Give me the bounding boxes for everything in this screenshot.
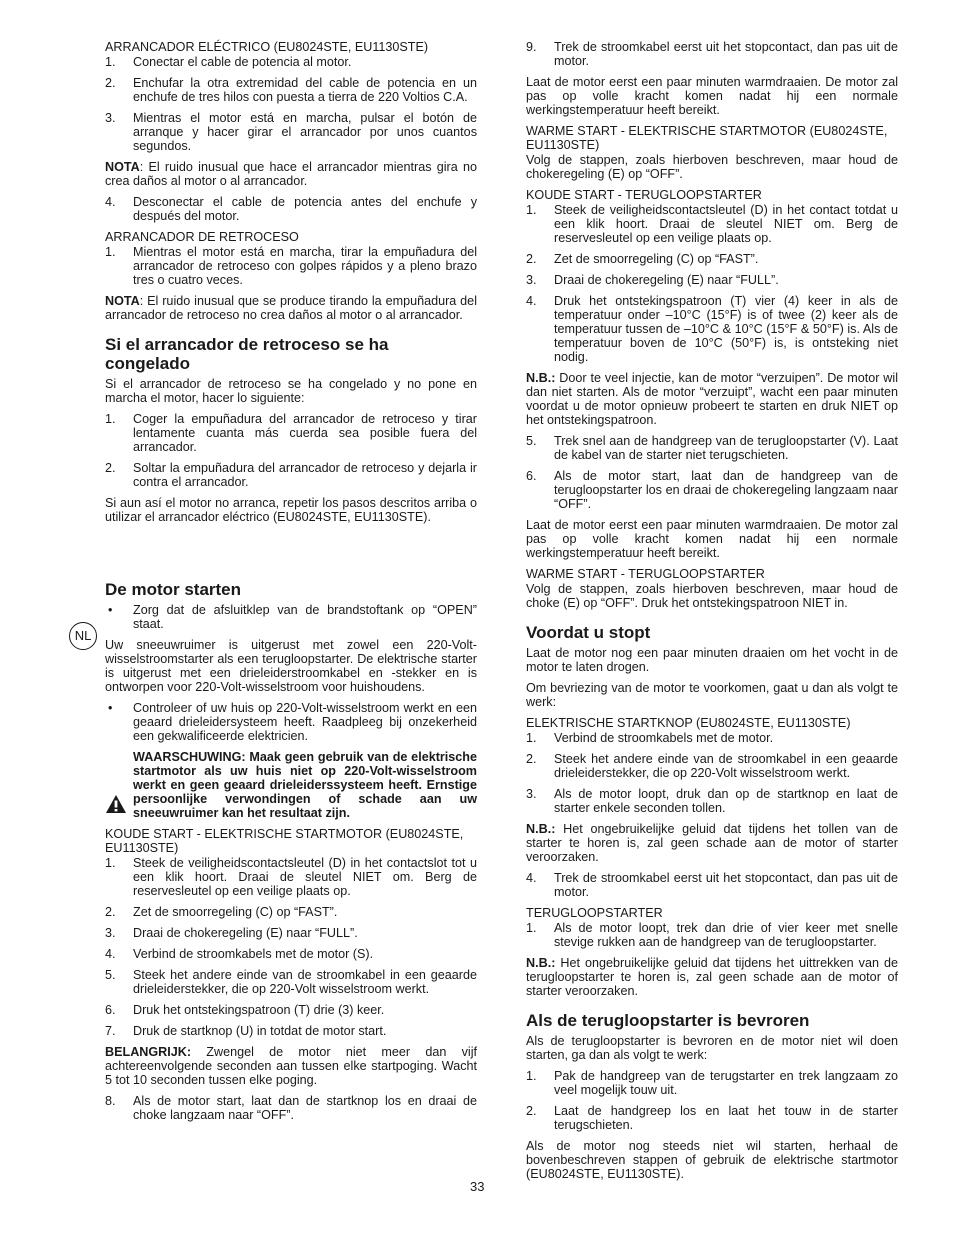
list-item — [105, 905, 477, 919]
list-item — [105, 412, 477, 454]
step-list — [526, 1069, 898, 1132]
step-text: Laat de handgreep los en laat het touw in de starter terugschieten. — [554, 1104, 898, 1132]
step-list — [526, 871, 898, 899]
list-item — [105, 1024, 477, 1038]
note-label: N.B.: — [526, 371, 556, 385]
step-list — [105, 245, 477, 287]
step-number: 4. — [526, 871, 537, 885]
step-list — [105, 412, 477, 489]
step-list — [526, 731, 898, 815]
paragraph: Laat de motor nog een paar minuten draaien om het vocht in de motor te laten drogen. — [526, 646, 898, 674]
step-text: Desconectar el cable de potencia antes del enchufe y después del motor. — [133, 195, 477, 223]
section-heading: KOUDE START - ELEKTRISCHE STARTMOTOR (EU8024STE, EU1130STE) — [105, 827, 464, 855]
note — [105, 160, 477, 188]
step-list — [526, 434, 898, 511]
step-number: 4. — [105, 947, 116, 961]
note — [526, 822, 898, 864]
step-text: Verbind de stroomkabels met de motor. — [554, 731, 774, 745]
step-list — [105, 1094, 477, 1122]
step-text: Steek de veiligheidscontactsleutel (D) in het contactslot tot u een klik hoort. Draai de sleutel NIET om. Berg de reservesleutel op een veilige plaats op. — [133, 856, 477, 898]
bullet-mark: • — [108, 603, 113, 617]
step-text: Druk de startknop (U) in totdat de motor start. — [133, 1024, 387, 1038]
note-text: : El ruido inusual que hace el arrancador mientras gira no crea daños al motor o al arrancador. — [105, 160, 477, 188]
note-text: Het ongebruikelijke geluid dat tijdens het tollen van de starter te horen is, zal geen schade aan de motor of starter veroorzaken. — [526, 822, 898, 864]
list-item — [105, 461, 477, 489]
paragraph: Als de terugloopstarter is bevroren en de motor niet wil doen starten, ga dan als volgt te werk: — [526, 1034, 898, 1062]
bullet-list — [105, 701, 477, 743]
bullet-text: Controleer of uw huis op 220-Volt-wisselstroom werkt en een geaard drieleidersysteem heeft. Raadpleeg bij onzekerheid een gekwalificeerde elektricien. — [133, 701, 477, 743]
paragraph: Laat de motor eerst een paar minuten warmdraaien. De motor zal pas op volle kracht komen nadat hij een normale werkingstemperatuur heeft bereikt. — [526, 75, 898, 117]
list-item — [526, 469, 898, 511]
step-text: Trek de stroomkabel eerst uit het stopcontact, dan pas uit de motor. — [554, 871, 898, 899]
step-text: Mientras el motor está en marcha, pulsar el botón de arranque y hacer girar el arrancador por unos cuantos segundos. — [133, 111, 477, 153]
note-label: NOTA — [105, 160, 140, 174]
list-item — [105, 195, 477, 223]
paragraph: Volg de stappen, zoals hierboven beschreven, maar houd de chokeregeling (E) op “OFF”. — [526, 153, 898, 181]
list-item — [105, 55, 477, 69]
heading-congelado: Si el arrancador de retroceso se ha congelado — [105, 335, 389, 373]
step-number: 1. — [526, 1069, 537, 1083]
step-number: 4. — [105, 195, 116, 209]
list-item — [526, 1104, 898, 1132]
paragraph: Uw sneeuwruimer is uitgerust met zowel een 220-Volt-wisselstroomstarter als een terugloopstarter. De elektrische starter is uitgerust met een drieleiderstroomkabel en -stekker en is ontworpen voor 220-Volt-wisselstroom voor huishoudens. — [105, 638, 477, 694]
step-text: Pak de handgreep van de terugstarter en trek langzaam zo veel mogelijk touw uit. — [554, 1069, 898, 1097]
step-text: Trek de stroomkabel eerst uit het stopcontact, dan pas uit de motor. — [554, 40, 898, 68]
step-text: Zet de smoorregeling (C) op “FAST”. — [133, 905, 338, 919]
list-item — [526, 921, 898, 949]
step-number: 6. — [105, 1003, 116, 1017]
step-text: Steek het andere einde van de stroomkabel in een geaarde drieleiderstekker, die op 220-Volt wisselstroom werkt. — [554, 752, 898, 780]
step-number: 3. — [105, 111, 116, 125]
step-number: 2. — [105, 905, 116, 919]
step-number: 9. — [526, 40, 537, 54]
list-item — [105, 1094, 477, 1122]
list-item — [105, 926, 477, 940]
list-item — [105, 947, 477, 961]
step-number: 1. — [105, 245, 116, 259]
note-text: Door te veel injectie, kan de motor “verzuipen”. De motor wil dan niet starten. Als de motor “verzuipt”, wacht een paar minuten voordat u de motor opnieuw probeert te starten en druk NIET op het ontstekingspatroon. — [526, 371, 898, 427]
spacer — [105, 531, 477, 567]
step-number: 1. — [105, 412, 116, 426]
step-list — [105, 195, 477, 223]
step-number: 1. — [526, 921, 537, 935]
step-number: 2. — [526, 252, 537, 266]
heading-bevroren: Als de terugloopstarter is bevroren — [526, 1011, 810, 1030]
note — [526, 956, 898, 998]
step-number: 2. — [526, 1104, 537, 1118]
step-text: Draai de chokeregeling (E) naar “FULL”. — [554, 273, 779, 287]
bullet-mark: • — [108, 701, 113, 715]
paragraph: Si aun así el motor no arranca, repetir los pasos descritos arriba o utilizar el arrancador eléctrico (EU8024STE, EU1130STE). — [105, 496, 477, 524]
note-label: NOTA — [105, 294, 140, 308]
step-text: Enchufar la otra extremidad del cable de potencia en un enchufe de tres hilos con puesta a tierra de 220 Voltios C.A. — [133, 76, 477, 104]
step-text: Druk het ontstekingspatroon (T) drie (3) keer. — [133, 1003, 385, 1017]
step-text: Druk het ontstekingspatroon (T) vier (4) keer in als de temperatuur onder –10°C (15°F) is of twee (2) keer als de temperatuur tussen de –10°C & 10°C (15°F & 50°F) is. Als de temperatuur boven de 10°C (50°F) is, is ontsteking niet nodig. — [554, 294, 898, 364]
heading-motor-starten: De motor starten — [105, 580, 242, 599]
warning-text: WAARSCHUWING: Maak geen gebruik van de elektrische startmotor als uw huis niet op 220-Volt-wisselstroom werkt en geen geaard drieleiderssysteem heeft. Ernstige persoonlijke verwondingen of schade aan uw sneeuwruimer kan het resultaat zijn. — [133, 750, 477, 820]
section-heading: TERUGLOOPSTARTER — [526, 906, 663, 920]
language-badge: NL — [69, 622, 97, 650]
bullet-item — [105, 603, 477, 631]
step-text: Trek snel aan de handgreep van de terugloopstarter (V). Laat de kabel van de starter niet terugschieten. — [554, 434, 898, 462]
section-heading: WARME START - ELEKTRISCHE STARTMOTOR (EU8024STE, EU1130STE) — [526, 124, 888, 152]
step-number: 8. — [105, 1094, 116, 1108]
left-column — [105, 40, 477, 1129]
paragraph: Laat de motor eerst een paar minuten warmdraaien. De motor zal pas op volle kracht komen nadat hij een normale werkingstemperatuur heeft bereikt. — [526, 518, 898, 560]
list-item — [526, 1069, 898, 1097]
list-item — [526, 752, 898, 780]
step-text: Conectar el cable de potencia al motor. — [133, 55, 352, 69]
warning-block — [105, 750, 477, 820]
list-item — [526, 434, 898, 462]
step-number: 2. — [526, 752, 537, 766]
paragraph: Als de motor nog steeds niet wil starten, herhaal de bovenbeschreven stappen of gebruik de elektrische startmotor (EU8024STE, EU1130STE). — [526, 1139, 898, 1181]
list-item — [526, 294, 898, 364]
section-heading: WARME START - TERUGLOOPSTARTER — [526, 567, 765, 581]
step-text: Als de motor start, laat dan de handgreep van de terugloopstarter los en draai de chokeregeling langzaam naar “OFF”. — [554, 469, 898, 511]
note — [526, 371, 898, 427]
section-heading: KOUDE START - TERUGLOOPSTARTER — [526, 188, 762, 202]
step-number: 1. — [105, 856, 116, 870]
step-list — [105, 55, 477, 153]
step-text: Mientras el motor está en marcha, tirar la empuñadura del arrancador de retroceso con golpes rápidos y a pleno brazo tres o cuatro veces. — [133, 245, 477, 287]
step-number: 1. — [526, 203, 537, 217]
bullet-text: Zorg dat de afsluitklep van de brandstoftank op “OPEN” staat. — [133, 603, 477, 631]
step-number: 1. — [105, 55, 116, 69]
section-heading: ARRANCADOR DE RETROCESO — [105, 230, 299, 244]
right-column — [526, 40, 898, 1188]
step-number: 1. — [526, 731, 537, 745]
note — [105, 294, 477, 322]
step-text: Draai de chokeregeling (E) naar “FULL”. — [133, 926, 358, 940]
step-text: Zet de smoorregeling (C) op “FAST”. — [554, 252, 759, 266]
list-item — [105, 968, 477, 996]
bullet-item — [105, 701, 477, 743]
list-item — [105, 1003, 477, 1017]
list-item — [526, 787, 898, 815]
warning-icon — [105, 794, 127, 814]
note-label: N.B.: — [526, 822, 556, 836]
note-text: : El ruido inusual que se produce tirando la empuñadura del arrancador de retroceso no crea daños al motor o al arrancador. — [105, 294, 477, 322]
list-item — [526, 871, 898, 899]
step-number: 5. — [526, 434, 537, 448]
list-item — [526, 40, 898, 68]
step-number: 5. — [105, 968, 116, 982]
list-item — [105, 111, 477, 153]
step-text: Steek het andere einde van de stroomkabel in een geaarde drieleiderstekker, die op 220-Volt wisselstroom werkt. — [133, 968, 477, 996]
list-item — [105, 245, 477, 287]
page-number: 33 — [470, 1179, 485, 1194]
step-number: 3. — [526, 787, 537, 801]
step-number: 7. — [105, 1024, 116, 1038]
note-text: Het ongebruikelijke geluid dat tijdens het uittrekken van de terugloopstarter te horen is, zal geen schade aan de motor of starter veroorzaken. — [526, 956, 898, 998]
step-text: Als de motor loopt, trek dan drie of vier keer met snelle stevige rukken aan de handgreep van de terugloopstarter. — [554, 921, 898, 949]
step-number: 2. — [105, 76, 116, 90]
step-text: Steek de veiligheidscontactsleutel (D) in het contact totdat u een klik hoort. Draai de sleutel NIET om. Berg de reservesleutel op een veilige plaats op. — [554, 203, 898, 245]
section-heading: ELEKTRISCHE STARTKNOP (EU8024STE, EU1130STE) — [526, 716, 851, 730]
list-item — [526, 252, 898, 266]
note-text: Zwengel de motor niet meer dan vijf achtereenvolgende seconden aan tussen elke startpoging. Wacht 5 tot 10 seconden tussen elke poging. — [105, 1045, 477, 1087]
step-number: 2. — [105, 461, 116, 475]
note-label: BELANGRIJK: — [105, 1045, 192, 1059]
step-list — [526, 203, 898, 364]
step-number: 3. — [526, 273, 537, 287]
section-heading: ARRANCADOR ELÉCTRICO (EU8024STE, EU1130STE) — [105, 40, 429, 54]
note — [105, 1045, 477, 1087]
heading-voordat-u-stopt: Voordat u stopt — [526, 623, 651, 642]
step-list — [526, 921, 898, 949]
list-item — [526, 273, 898, 287]
step-text: Verbind de stroomkabels met de motor (S). — [133, 947, 374, 961]
bullet-list — [105, 603, 477, 631]
step-number: 3. — [105, 926, 116, 940]
step-text: Als de motor start, laat dan de startknop los en draai de choke langzaam naar “OFF”. — [133, 1094, 477, 1122]
note-label: N.B.: — [526, 956, 556, 970]
list-item — [526, 731, 898, 745]
step-text: Coger la empuñadura del arrancador de retroceso y tirar lentamente cuanta más cuerda sea posible fuera del arrancador. — [133, 412, 477, 454]
step-list — [105, 856, 477, 1038]
paragraph: Si el arrancador de retroceso se ha congelado y no pone en marcha el motor, hacer lo siguiente: — [105, 377, 477, 405]
paragraph: Om bevriezing van de motor te voorkomen, gaat u dan als volgt te werk: — [526, 681, 898, 709]
list-item — [526, 203, 898, 245]
step-text: Soltar la empuñadura del arrancador de retroceso y dejarla ir contra el arrancador. — [133, 461, 477, 489]
list-item — [105, 76, 477, 104]
list-item — [105, 856, 477, 898]
step-text: Als de motor loopt, druk dan op de startknop en laat de starter enkele seconden tollen. — [554, 787, 898, 815]
step-list — [526, 40, 898, 68]
paragraph: Volg de stappen, zoals hierboven beschreven, maar houd de choke (E) op “OFF”. Druk het ontstekingspatroon NIET in. — [526, 582, 898, 610]
step-number: 6. — [526, 469, 537, 483]
step-number: 4. — [526, 294, 537, 308]
